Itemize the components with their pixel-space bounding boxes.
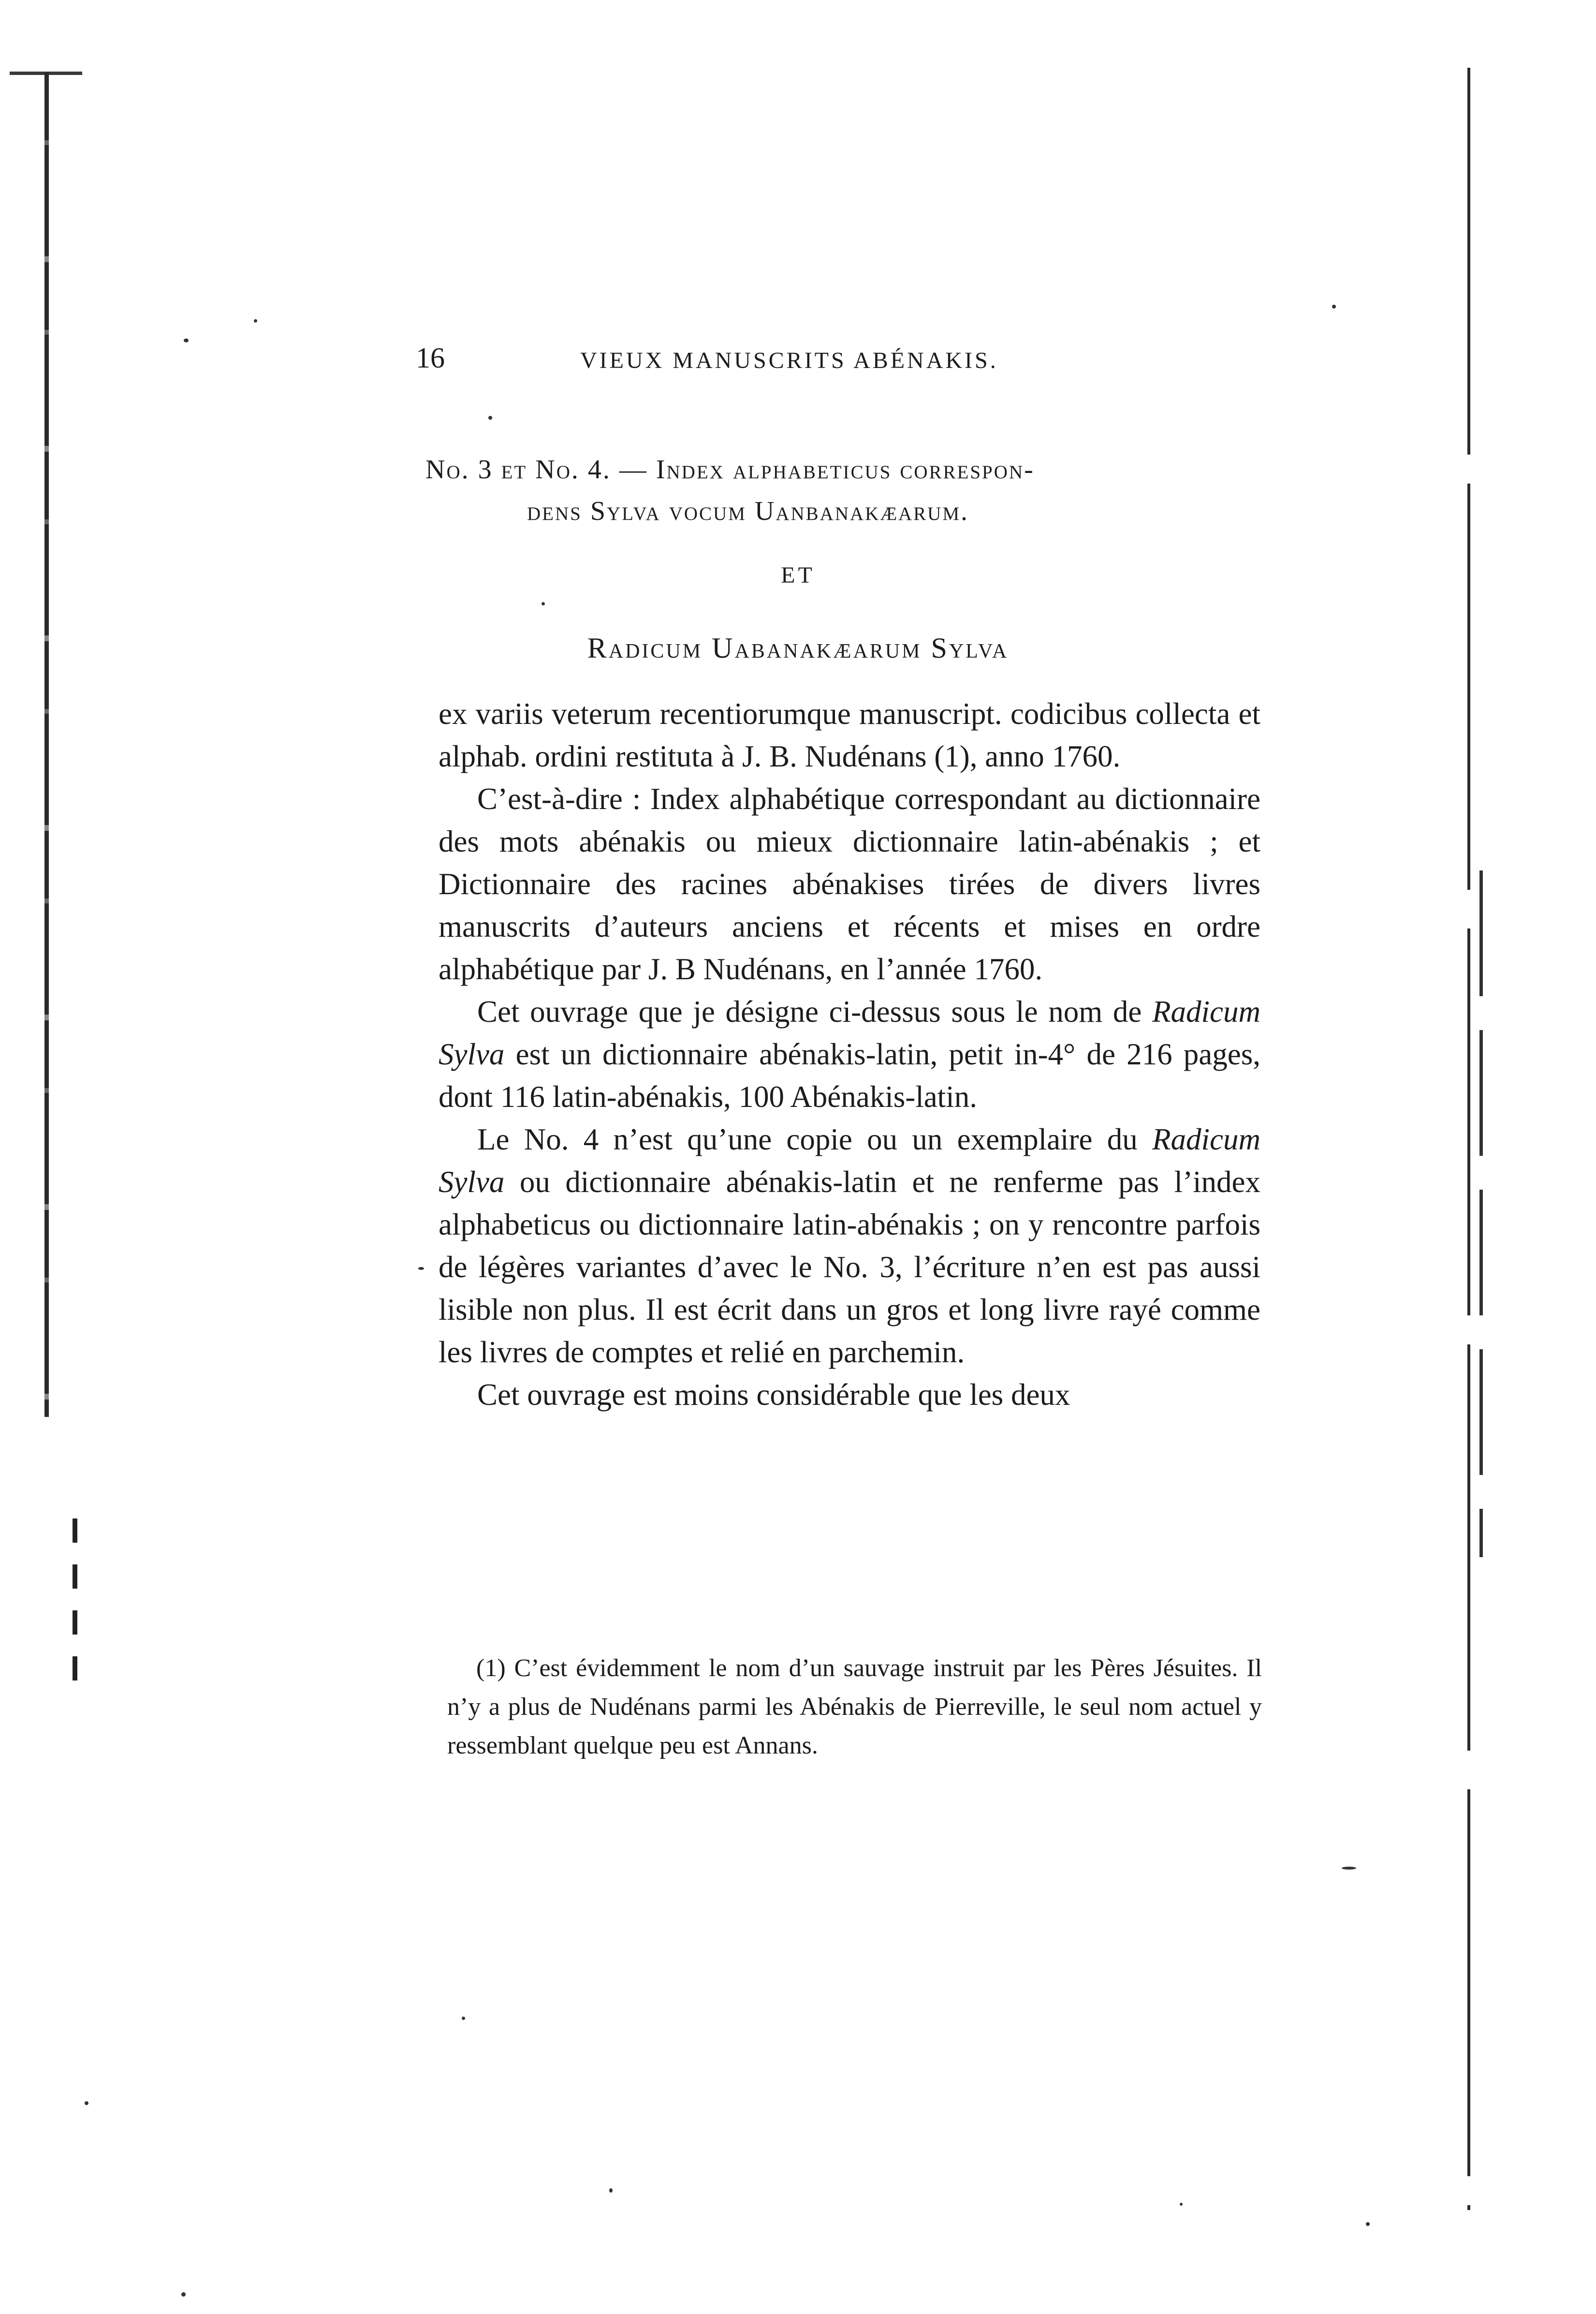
scan-speck bbox=[85, 2101, 88, 2105]
scan-edge-left-marks bbox=[73, 1518, 77, 1683]
scan-speck bbox=[609, 2188, 613, 2193]
scan-speck bbox=[418, 1267, 424, 1270]
section-heading-line-1: No. 3 et No. 4. — Index alphabeticus correspon- bbox=[425, 455, 1035, 485]
paragraph-3 bbox=[439, 990, 1260, 1118]
paragraph-4-italic-title: Radicum Sylva bbox=[439, 1122, 1260, 1199]
scan-speck bbox=[181, 2292, 186, 2297]
running-title: VIEUX MANUSCRITS ABÉNAKIS. bbox=[580, 348, 998, 373]
paragraph-3-text-a: Cet ouvrage que je désigne ci-dessus sous le nom de bbox=[477, 995, 1153, 1029]
paragraph-4 bbox=[439, 1118, 1260, 1373]
page-header bbox=[416, 339, 1112, 377]
scan-speck bbox=[184, 339, 189, 342]
paragraph-4-text-b: ou dictionnaire abénakis-latin et ne renferme pas l’index alphabeticus ou dictionnaire latin-abénakis ; on y rencontre parfois de légères variantes d’avec le No. 3, l’écriture n’en est pas aussi lisible non plus. Il est écrit dans un gros et long livre rayé comme les livres de comptes et relié en parchemin. bbox=[439, 1165, 1260, 1369]
footnote bbox=[447, 1649, 1262, 1765]
body-text bbox=[439, 693, 1260, 1416]
scan-speck bbox=[1342, 1867, 1356, 1870]
scan-speck bbox=[462, 2017, 465, 2020]
scan-edge-left bbox=[44, 73, 49, 1417]
scan-speck bbox=[488, 416, 492, 420]
scan-speck bbox=[1366, 2222, 1370, 2226]
paragraph-2: C’est-à-dire : Index alphabétique correspondant au dictionnaire des mots abénakis ou mieux dictionnaire latin-abénakis ; et Dictionnaire des racines abénakises tirées de divers livres manuscrits d’auteurs anciens et récents et mises en ordre alphabétique par J. B Nudénans, en l’année 1760. bbox=[439, 782, 1260, 986]
section-heading-connector: ET bbox=[781, 562, 815, 588]
scan-edge-right-inner bbox=[1479, 870, 1483, 1557]
scan-speck bbox=[542, 602, 545, 605]
paragraph-3-italic-title: Radicum Sylva bbox=[439, 995, 1260, 1071]
scan-speck bbox=[1332, 305, 1336, 309]
paragraph-1: ex variis veterum recentiorumque manuscript. codicibus collecta et alphab. ordini restituta à J. B. Nudénans (1), anno 1760. bbox=[439, 697, 1260, 773]
section-heading-line-2: dens Sylva vocum Uanbanakæarum. bbox=[527, 496, 969, 526]
scan-speck bbox=[1180, 2203, 1183, 2206]
paragraph-3-text-b: est un dictionnaire abénakis-latin, petit in-4° de 216 pages, dont 116 latin-abénakis, 100 Abénakis-latin. bbox=[439, 1037, 1260, 1114]
section-subheading: Radicum Uabanakæarum Sylva bbox=[587, 632, 1009, 664]
paragraph-4-text-a: Le No. 4 n’est qu’une copie ou un exemplaire du bbox=[477, 1122, 1153, 1156]
scan-edge-right bbox=[1467, 68, 1470, 2210]
scan-speck bbox=[254, 319, 257, 323]
footnote-text: (1) C’est évidemment le nom d’un sauvage instruit par les Pères Jésuites. Il n’y a plus de Nudénans parmi les Abénakis de Pierreville, le seul nom actuel y ressemblant quelque peu est Annans. bbox=[447, 1654, 1262, 1759]
page-number: 16 bbox=[416, 342, 445, 374]
paragraph-5: Cet ouvrage est moins considérable que les deux bbox=[477, 1378, 1070, 1412]
